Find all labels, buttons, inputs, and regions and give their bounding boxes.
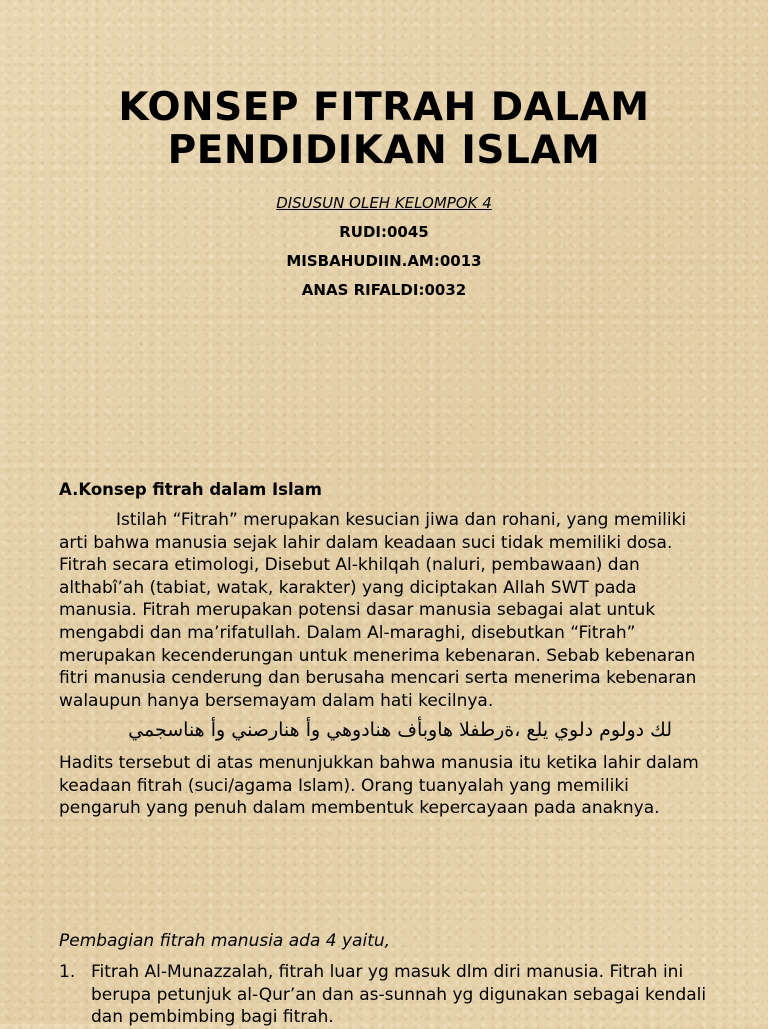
page-title: KONSEP FITRAH DALAM PENDIDIKAN ISLAM (118, 85, 650, 173)
paragraph-hadith-explanation: Hadits tersebut di atas menunjukkan bahwa manusia itu ketika lahir dalam keadaan fitrah (suci/agama Islam). Orang tuanyalah yang memiliki pengaruh yang penuh dalam membentuk kepercayaan pada anaknya. (59, 753, 699, 819)
paragraph-text: Istilah “Fitrah” merupakan kesucian jiwa dan rohani, yang memiliki arti bahwa manusia sejak lahir dalam keadaan suci tidak memiliki dosa. Fitrah secara etimologi, Disebut Al-khilqah (naluri, pembawaan) dan althabî’ah (tabiat, watak, karakter) yang diciptakan Allah SWT pada manusia. Fitrah merupakan potensi dasar manusia sebagai alat untuk mengabdi dan ma’rifatullah. Dalam Al-maraghi, disebutkan “Fitrah” merupakan kecenderungan untuk menerima kebenaran. Sebab kebenaran fitri manusia cenderung dan berusaha mencari serta menerima kebenaran walaupun hanya bersemayam dalam hati kecilnya. (59, 510, 697, 711)
arabic-hadith: لك دولوم دلوي يلع ،ةرطفلا هاوبأف هنادوهي وأ هنارصني وأ هناسجمي (128, 719, 672, 741)
author-line: MISBAHUDIIN.AM:0013 (286, 252, 482, 270)
list-intro: Pembagian fitrah manusia ada 4 yaitu, (59, 931, 391, 951)
section-heading: A.Konsep fitrah dalam Islam (59, 480, 322, 499)
paragraph-definition (59, 509, 714, 712)
subtitle: DISUSUN OLEH KELOMPOK 4 (276, 194, 492, 212)
author-line: ANAS RIFALDI:0032 (301, 281, 467, 299)
author-line: RUDI:0045 (339, 223, 429, 241)
list-number: 1. (59, 962, 76, 982)
list-text: Fitrah Al-Munazzalah, fitrah luar yg masuk dlm diri manusia. Fitrah ini berupa petunjuk al-Qur’an dan as-sunnah yg digunakan sebagai kendali dan pembimbing bagi fitrah. (91, 962, 707, 1028)
